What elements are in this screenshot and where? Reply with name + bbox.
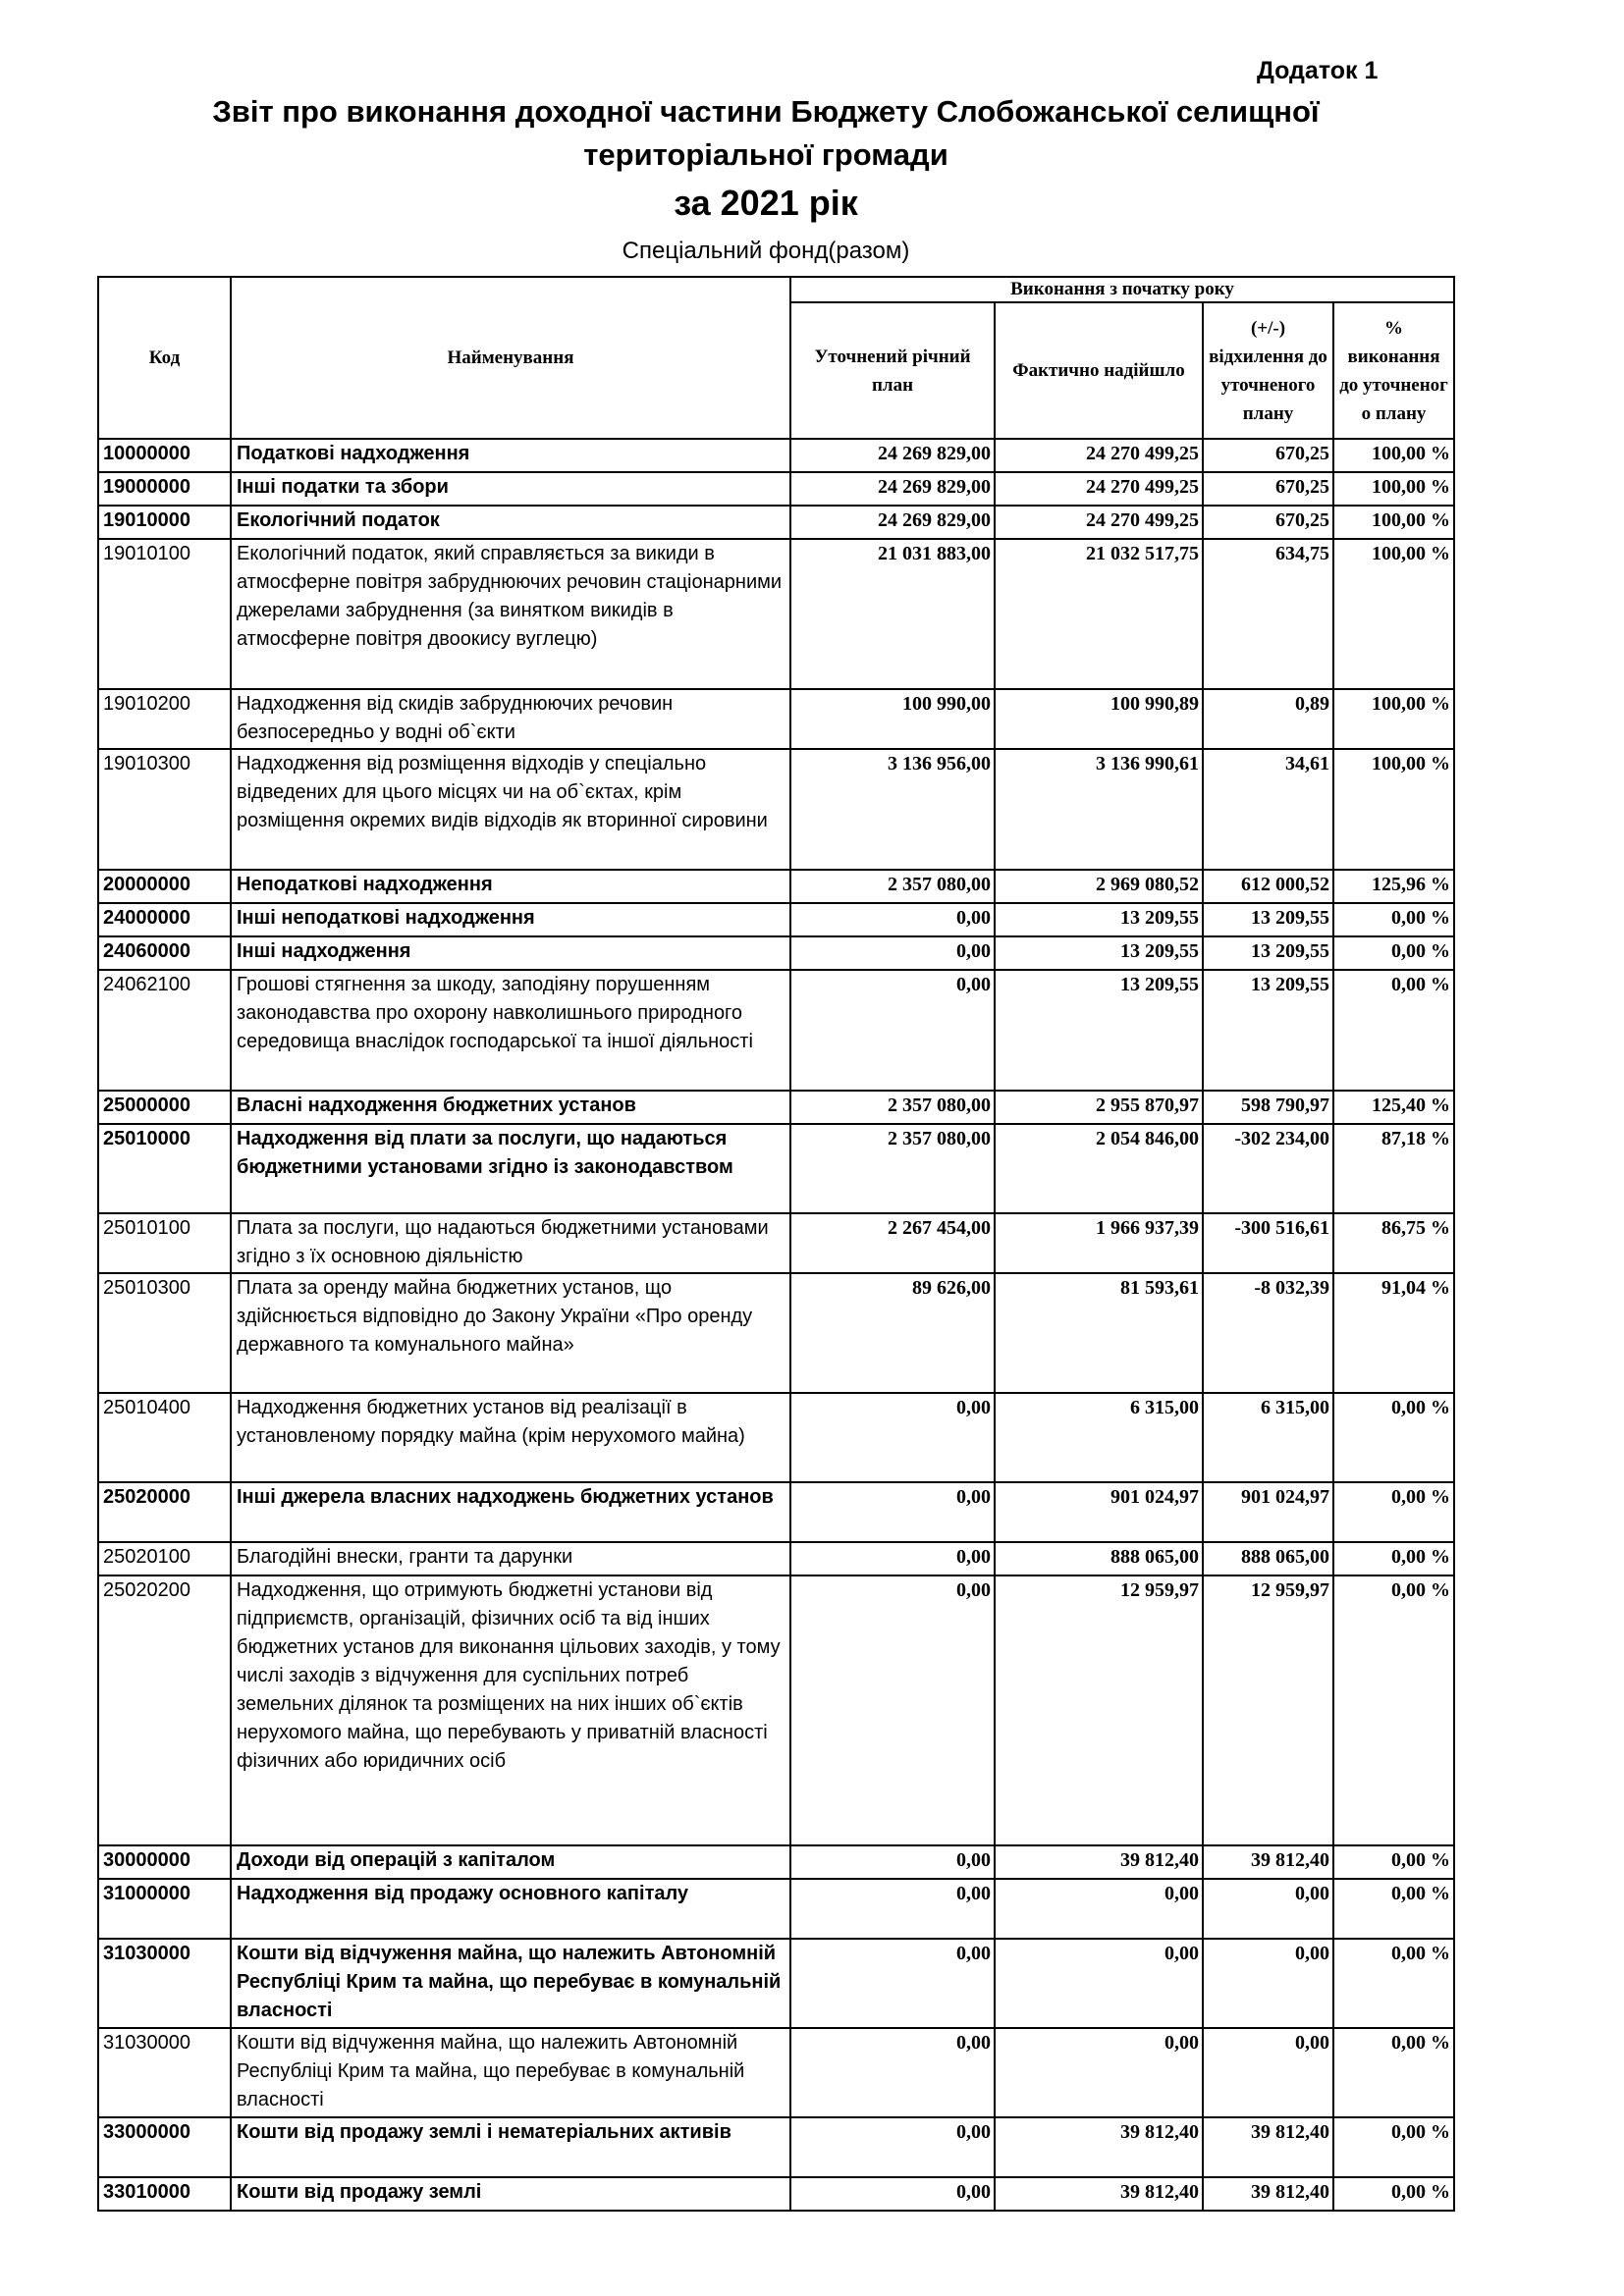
row-actual-value: 13 209,55 xyxy=(995,936,1203,970)
table-row xyxy=(98,1542,1454,1575)
row-deviation-value: 13 209,55 xyxy=(1203,970,1333,1091)
table-row xyxy=(98,2117,1454,2177)
row-percent-value: 0,00 % xyxy=(1333,2028,1454,2117)
row-percent-value: 91,04 % xyxy=(1333,1273,1454,1393)
row-percent-value: 100,00 % xyxy=(1333,472,1454,506)
row-deviation-value: -8 032,39 xyxy=(1203,1273,1333,1393)
row-name: Надходження від розміщення відходів у спеціально відведених для цього місцях чи на об`єктах, крім розміщення окремих видів відходів як вторинної сировини xyxy=(231,749,790,870)
row-percent-value: 0,00 % xyxy=(1333,970,1454,1091)
row-plan-value: 0,00 xyxy=(790,1845,995,1879)
row-name: Кошти від відчуження майна, що належить Автономній Республіці Крим та майна, що перебуває в комунальній власності xyxy=(231,2028,790,2117)
row-code: 33000000 xyxy=(98,2117,231,2177)
row-actual-value: 0,00 xyxy=(995,2028,1203,2117)
row-plan-value: 24 269 829,00 xyxy=(790,472,995,506)
row-plan-value: 0,00 xyxy=(790,903,995,936)
table-row xyxy=(98,689,1454,749)
row-name: Кошти від продажу землі і нематеріальних активів xyxy=(231,2117,790,2177)
row-plan-value: 2 357 080,00 xyxy=(790,1124,995,1213)
row-code: 19010000 xyxy=(98,506,231,539)
row-percent-value: 0,00 % xyxy=(1333,1393,1454,1482)
row-deviation-value: 0,00 xyxy=(1203,1879,1333,1939)
row-actual-value: 0,00 xyxy=(995,1939,1203,2028)
row-code: 24060000 xyxy=(98,936,231,970)
row-percent-value: 87,18 % xyxy=(1333,1124,1454,1213)
table-row xyxy=(98,1845,1454,1879)
row-name: Кошти від продажу землі xyxy=(231,2177,790,2211)
row-percent-value: 100,00 % xyxy=(1333,749,1454,870)
row-deviation-value: 901 024,97 xyxy=(1203,1482,1333,1542)
row-actual-value: 888 065,00 xyxy=(995,1542,1203,1575)
header-name: Найменування xyxy=(231,277,790,439)
row-percent-value: 125,40 % xyxy=(1333,1091,1454,1124)
table-row xyxy=(98,903,1454,936)
row-actual-value: 39 812,40 xyxy=(995,1845,1203,1879)
row-actual-value: 1 966 937,39 xyxy=(995,1213,1203,1273)
table-row xyxy=(98,2177,1454,2211)
row-name: Грошові стягнення за шкоду, заподіяну порушенням законодавства про охорону навколишнього природного середовища внаслідок господарської та іншої діяльності xyxy=(231,970,790,1091)
row-percent-value: 125,96 % xyxy=(1333,870,1454,903)
row-plan-value: 0,00 xyxy=(790,1939,995,2028)
row-actual-value: 2 054 846,00 xyxy=(995,1124,1203,1213)
row-deviation-value: 34,61 xyxy=(1203,749,1333,870)
row-deviation-value: 670,25 xyxy=(1203,472,1333,506)
row-name: Екологічний податок, який справляється за викиди в атмосферне повітря забруднюючих речовин стаціонарними джерелами забруднення (за винятком викидів в атмосферне повітря двоокису вуглецю) xyxy=(231,539,790,689)
header-code: Код xyxy=(98,277,231,439)
row-actual-value: 3 136 990,61 xyxy=(995,749,1203,870)
row-code: 25010100 xyxy=(98,1213,231,1273)
row-deviation-value: 0,00 xyxy=(1203,1939,1333,2028)
table-row xyxy=(98,1213,1454,1273)
header-plan: Уточнений річний план xyxy=(790,302,995,439)
row-actual-value: 6 315,00 xyxy=(995,1393,1203,1482)
row-percent-value: 0,00 % xyxy=(1333,1845,1454,1879)
row-code: 25010400 xyxy=(98,1393,231,1482)
row-plan-value: 0,00 xyxy=(790,2117,995,2177)
row-actual-value: 39 812,40 xyxy=(995,2117,1203,2177)
row-plan-value: 0,00 xyxy=(790,1575,995,1845)
table-row xyxy=(98,1879,1454,1939)
row-percent-value: 100,00 % xyxy=(1333,689,1454,749)
row-deviation-value: 12 959,97 xyxy=(1203,1575,1333,1845)
row-deviation-value: 39 812,40 xyxy=(1203,1845,1333,1879)
row-name: Благодійні внески, гранти та дарунки xyxy=(231,1542,790,1575)
report-title: Звіт про виконання доходної частини Бюджету Слобожанської селищної територіальної громади xyxy=(212,94,1320,172)
row-code: 19000000 xyxy=(98,472,231,506)
row-actual-value: 39 812,40 xyxy=(995,2177,1203,2211)
row-percent-value: 0,00 % xyxy=(1333,1939,1454,2028)
row-name: Власні надходження бюджетних установ xyxy=(231,1091,790,1124)
row-percent-value: 0,00 % xyxy=(1333,2177,1454,2211)
row-deviation-value: 634,75 xyxy=(1203,539,1333,689)
row-deviation-value: 670,25 xyxy=(1203,439,1333,472)
table-row xyxy=(98,1091,1454,1124)
row-percent-value: 0,00 % xyxy=(1333,1542,1454,1575)
table-row xyxy=(98,749,1454,870)
row-actual-value: 81 593,61 xyxy=(995,1273,1203,1393)
row-code: 31030000 xyxy=(98,1939,231,2028)
row-actual-value: 2 969 080,52 xyxy=(995,870,1203,903)
row-name: Неподаткові надходження xyxy=(231,870,790,903)
row-plan-value: 2 267 454,00 xyxy=(790,1213,995,1273)
row-plan-value: 2 357 080,00 xyxy=(790,1091,995,1124)
row-name: Податкові надходження xyxy=(231,439,790,472)
table-row xyxy=(98,1273,1454,1393)
row-deviation-value: 598 790,97 xyxy=(1203,1091,1333,1124)
row-actual-value: 24 270 499,25 xyxy=(995,506,1203,539)
table-row xyxy=(98,1939,1454,2028)
row-actual-value: 24 270 499,25 xyxy=(995,439,1203,472)
row-plan-value: 0,00 xyxy=(790,1879,995,1939)
row-code: 24000000 xyxy=(98,903,231,936)
row-name: Інші надходження xyxy=(231,936,790,970)
row-actual-value: 901 024,97 xyxy=(995,1482,1203,1542)
report-period: за 2021 рік xyxy=(674,183,858,223)
row-name: Надходження від скидів забруднюючих речовин безпосередньо у водні об`єкти xyxy=(231,689,790,749)
row-deviation-value: 13 209,55 xyxy=(1203,903,1333,936)
row-name: Кошти від відчуження майна, що належить Автономній Республіці Крим та майна, що перебуває в комунальній власності xyxy=(231,1939,790,2028)
row-deviation-value: 39 812,40 xyxy=(1203,2117,1333,2177)
row-actual-value: 0,00 xyxy=(995,1879,1203,1939)
row-code: 25000000 xyxy=(98,1091,231,1124)
table-row xyxy=(98,506,1454,539)
row-name: Надходження, що отримують бюджетні установи від підприємств, організацій, фізичних осіб та від інших бюджетних установ для виконання цільових заходів, у тому числі заходів з відчуження для суспільних потреб земельних ділянок та розміщених на них інших об`єктів нерухомого майна, що перебувають у приватній власності фізичних або юридичних осіб xyxy=(231,1575,790,1845)
row-code: 19010100 xyxy=(98,539,231,689)
row-code: 33010000 xyxy=(98,2177,231,2211)
row-code: 25010000 xyxy=(98,1124,231,1213)
row-percent-value: 100,00 % xyxy=(1333,539,1454,689)
row-name: Інші неподаткові надходження xyxy=(231,903,790,936)
table-row xyxy=(98,1482,1454,1542)
row-percent-value: 100,00 % xyxy=(1333,506,1454,539)
row-code: 10000000 xyxy=(98,439,231,472)
row-name: Надходження від продажу основного капіталу xyxy=(231,1879,790,1939)
table-row xyxy=(98,1124,1454,1213)
row-deviation-value: 888 065,00 xyxy=(1203,1542,1333,1575)
header-actual: Фактично надійшло xyxy=(995,302,1203,439)
row-deviation-value: 6 315,00 xyxy=(1203,1393,1333,1482)
row-plan-value: 89 626,00 xyxy=(790,1273,995,1393)
header-row-1 xyxy=(98,277,1454,302)
header-percent: % виконання до уточненог о плану xyxy=(1333,302,1454,439)
row-plan-value: 2 357 080,00 xyxy=(790,870,995,903)
row-plan-value: 21 031 883,00 xyxy=(790,539,995,689)
row-name: Інші податки та збори xyxy=(231,472,790,506)
row-plan-value: 100 990,00 xyxy=(790,689,995,749)
table-row xyxy=(98,936,1454,970)
row-actual-value: 13 209,55 xyxy=(995,970,1203,1091)
row-name: Інші джерела власних надходжень бюджетних установ xyxy=(231,1482,790,1542)
row-deviation-value: 0,89 xyxy=(1203,689,1333,749)
row-code: 24062100 xyxy=(98,970,231,1091)
row-percent-value: 100,00 % xyxy=(1333,439,1454,472)
row-name: Плата за оренду майна бюджетних установ, що здійснюється відповідно до Закону України «Про оренду державного та комунального майна» xyxy=(231,1273,790,1393)
row-code: 25010300 xyxy=(98,1273,231,1393)
row-name: Плата за послуги, що надаються бюджетними установами згідно з їх основною діяльністю xyxy=(231,1213,790,1273)
header-execution-group: Виконання з початку року xyxy=(790,277,1454,302)
row-percent-value: 0,00 % xyxy=(1333,2117,1454,2177)
row-deviation-value: 0,00 xyxy=(1203,2028,1333,2117)
row-percent-value: 0,00 % xyxy=(1333,1879,1454,1939)
row-percent-value: 86,75 % xyxy=(1333,1213,1454,1273)
row-code: 25020200 xyxy=(98,1575,231,1845)
table-row xyxy=(98,2028,1454,2117)
row-actual-value: 12 959,97 xyxy=(995,1575,1203,1845)
table-row xyxy=(98,1575,1454,1845)
row-plan-value: 24 269 829,00 xyxy=(790,506,995,539)
row-percent-value: 0,00 % xyxy=(1333,1482,1454,1542)
row-deviation-value: 612 000,52 xyxy=(1203,870,1333,903)
row-deviation-value: 670,25 xyxy=(1203,506,1333,539)
row-actual-value: 13 209,55 xyxy=(995,903,1203,936)
table-row xyxy=(98,1393,1454,1482)
row-code: 20000000 xyxy=(98,870,231,903)
row-deviation-value: 39 812,40 xyxy=(1203,2177,1333,2211)
row-deviation-value: -302 234,00 xyxy=(1203,1124,1333,1213)
row-code: 19010200 xyxy=(98,689,231,749)
row-actual-value: 21 032 517,75 xyxy=(995,539,1203,689)
row-name: Екологічний податок xyxy=(231,506,790,539)
row-plan-value: 0,00 xyxy=(790,2028,995,2117)
row-code: 25020000 xyxy=(98,1482,231,1542)
row-plan-value: 24 269 829,00 xyxy=(790,439,995,472)
table-row xyxy=(98,439,1454,472)
row-code: 30000000 xyxy=(98,1845,231,1879)
row-percent-value: 0,00 % xyxy=(1333,903,1454,936)
table-body xyxy=(98,439,1454,2211)
row-name: Доходи від операцій з капіталом xyxy=(231,1845,790,1879)
row-code: 31030000 xyxy=(98,2028,231,2117)
table-row xyxy=(98,472,1454,506)
fund-label: Спеціальний фонд(разом) xyxy=(622,238,910,264)
row-name: Надходження бюджетних установ від реалізації в установленому порядку майна (крім нерухомого майна) xyxy=(231,1393,790,1482)
row-actual-value: 100 990,89 xyxy=(995,689,1203,749)
row-code: 19010300 xyxy=(98,749,231,870)
row-plan-value: 0,00 xyxy=(790,936,995,970)
row-plan-value: 0,00 xyxy=(790,2177,995,2211)
row-deviation-value: -300 516,61 xyxy=(1203,1213,1333,1273)
row-plan-value: 0,00 xyxy=(790,1482,995,1542)
row-plan-value: 0,00 xyxy=(790,1542,995,1575)
table-row xyxy=(98,970,1454,1091)
row-plan-value: 0,00 xyxy=(790,1393,995,1482)
row-actual-value: 24 270 499,25 xyxy=(995,472,1203,506)
row-plan-value: 0,00 xyxy=(790,970,995,1091)
table-row xyxy=(98,870,1454,903)
revenue-table xyxy=(97,276,1455,2212)
table-row xyxy=(98,539,1454,689)
row-code: 31000000 xyxy=(98,1879,231,1939)
row-percent-value: 0,00 % xyxy=(1333,1575,1454,1845)
header-deviation: (+/-) відхилення до уточненого плану xyxy=(1203,302,1333,439)
row-name: Надходження від плати за послуги, що надаються бюджетними установами згідно із законодавством xyxy=(231,1124,790,1213)
row-percent-value: 0,00 % xyxy=(1333,936,1454,970)
row-actual-value: 2 955 870,97 xyxy=(995,1091,1203,1124)
row-plan-value: 3 136 956,00 xyxy=(790,749,995,870)
row-deviation-value: 13 209,55 xyxy=(1203,936,1333,970)
row-code: 25020100 xyxy=(98,1542,231,1575)
annex-label: Додаток 1 xyxy=(1257,57,1379,84)
